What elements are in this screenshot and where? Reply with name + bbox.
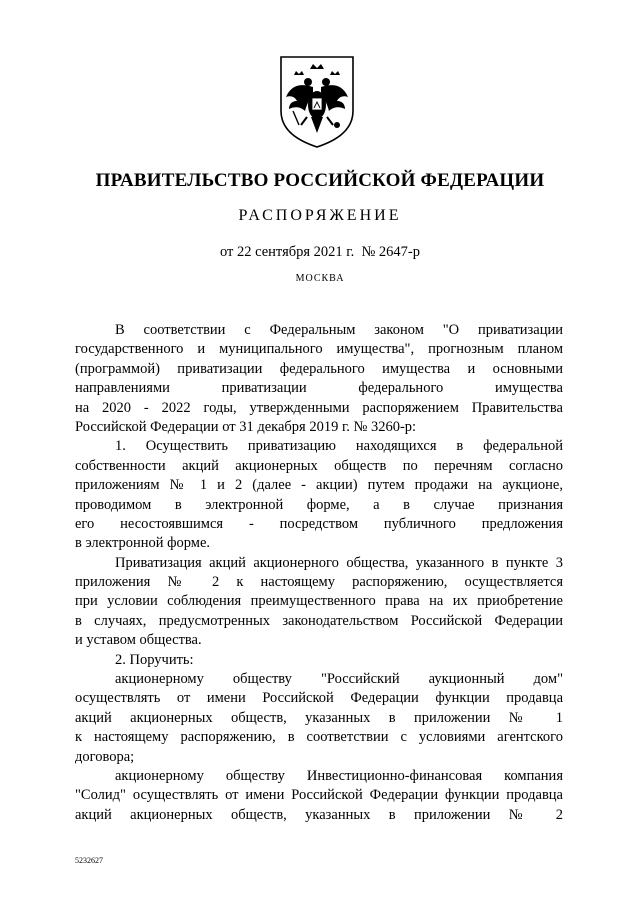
body-line: приложения № 2 к настоящему распоряжению, осуществляется [75,574,563,591]
body-line: осуществлять от имени Российской Федерации функции продавца [75,690,563,707]
body-line: (программой) приватизации федерального имущества и основными [75,360,563,377]
body-line: Приватизация акций акционерного общества, указанного в пункте 3 [115,554,563,571]
body-line: акционерному обществу "Российский аукционный дом" [115,671,563,688]
body-line: к настоящему распоряжению, в соответствии с условиями агентского [75,729,563,746]
body-line: Российской Федерации от 31 декабря 2019 г. № 3260-р: [75,418,417,435]
document-code: 5232627 [75,856,103,865]
document-type: РАСПОРЯЖЕНИЕ [238,207,402,224]
body-line: В соответствии с Федеральным законом "О приватизации [115,322,563,338]
body-line: собственности акций акционерных обществ по перечням согласно [75,457,563,474]
document-body [75,321,563,825]
body-line: на 2020 - 2022 годы, утвержденными распоряжением Правительства [75,399,563,416]
body-line: направлениями приватизации федерального имущества [75,380,563,397]
body-line: при условии соблюдения преимущественного права на их приобретение [75,593,563,610]
document-date-number: от 22 сентября 2021 г. № 2647-р [219,244,421,260]
body-line: в электронной форме. [75,535,211,552]
body-line: в случаях, предусмотренных законодательством Российской Федерации [75,612,563,629]
body-line: и уставом общества. [75,632,202,649]
body-line: акций акционерных обществ, указанных в приложении № 1 [75,709,563,726]
body-line: проводимом в электронной форме, а в случае признания [75,496,563,513]
body-line: государственного и муниципального имущества", прогнозным планом [75,341,563,358]
body-line: договора; [75,748,135,765]
body-line: акционерному обществу Инвестиционно-финансовая компания [115,767,563,784]
body-line: 2. Поручить: [115,651,194,668]
russian-coat-of-arms-icon [277,53,357,149]
body-line: "Солид" осуществлять от имени Российской Федерации функции продавца [75,787,563,804]
government-title: ПРАВИТЕЛЬСТВО РОССИЙСКОЙ ФЕДЕРАЦИИ [95,170,545,191]
body-line: акций акционерных обществ, указанных в приложении № 2 [75,806,563,823]
document-city: МОСКВА [295,273,345,284]
body-line: 1. Осуществить приватизацию находящихся в федеральной [115,438,563,455]
body-line: приложениям № 1 и 2 (далее - акции) путем продажи на аукционе, [75,477,563,494]
body-line: его несостоявшимся - посредством публичного предложения [75,515,563,532]
